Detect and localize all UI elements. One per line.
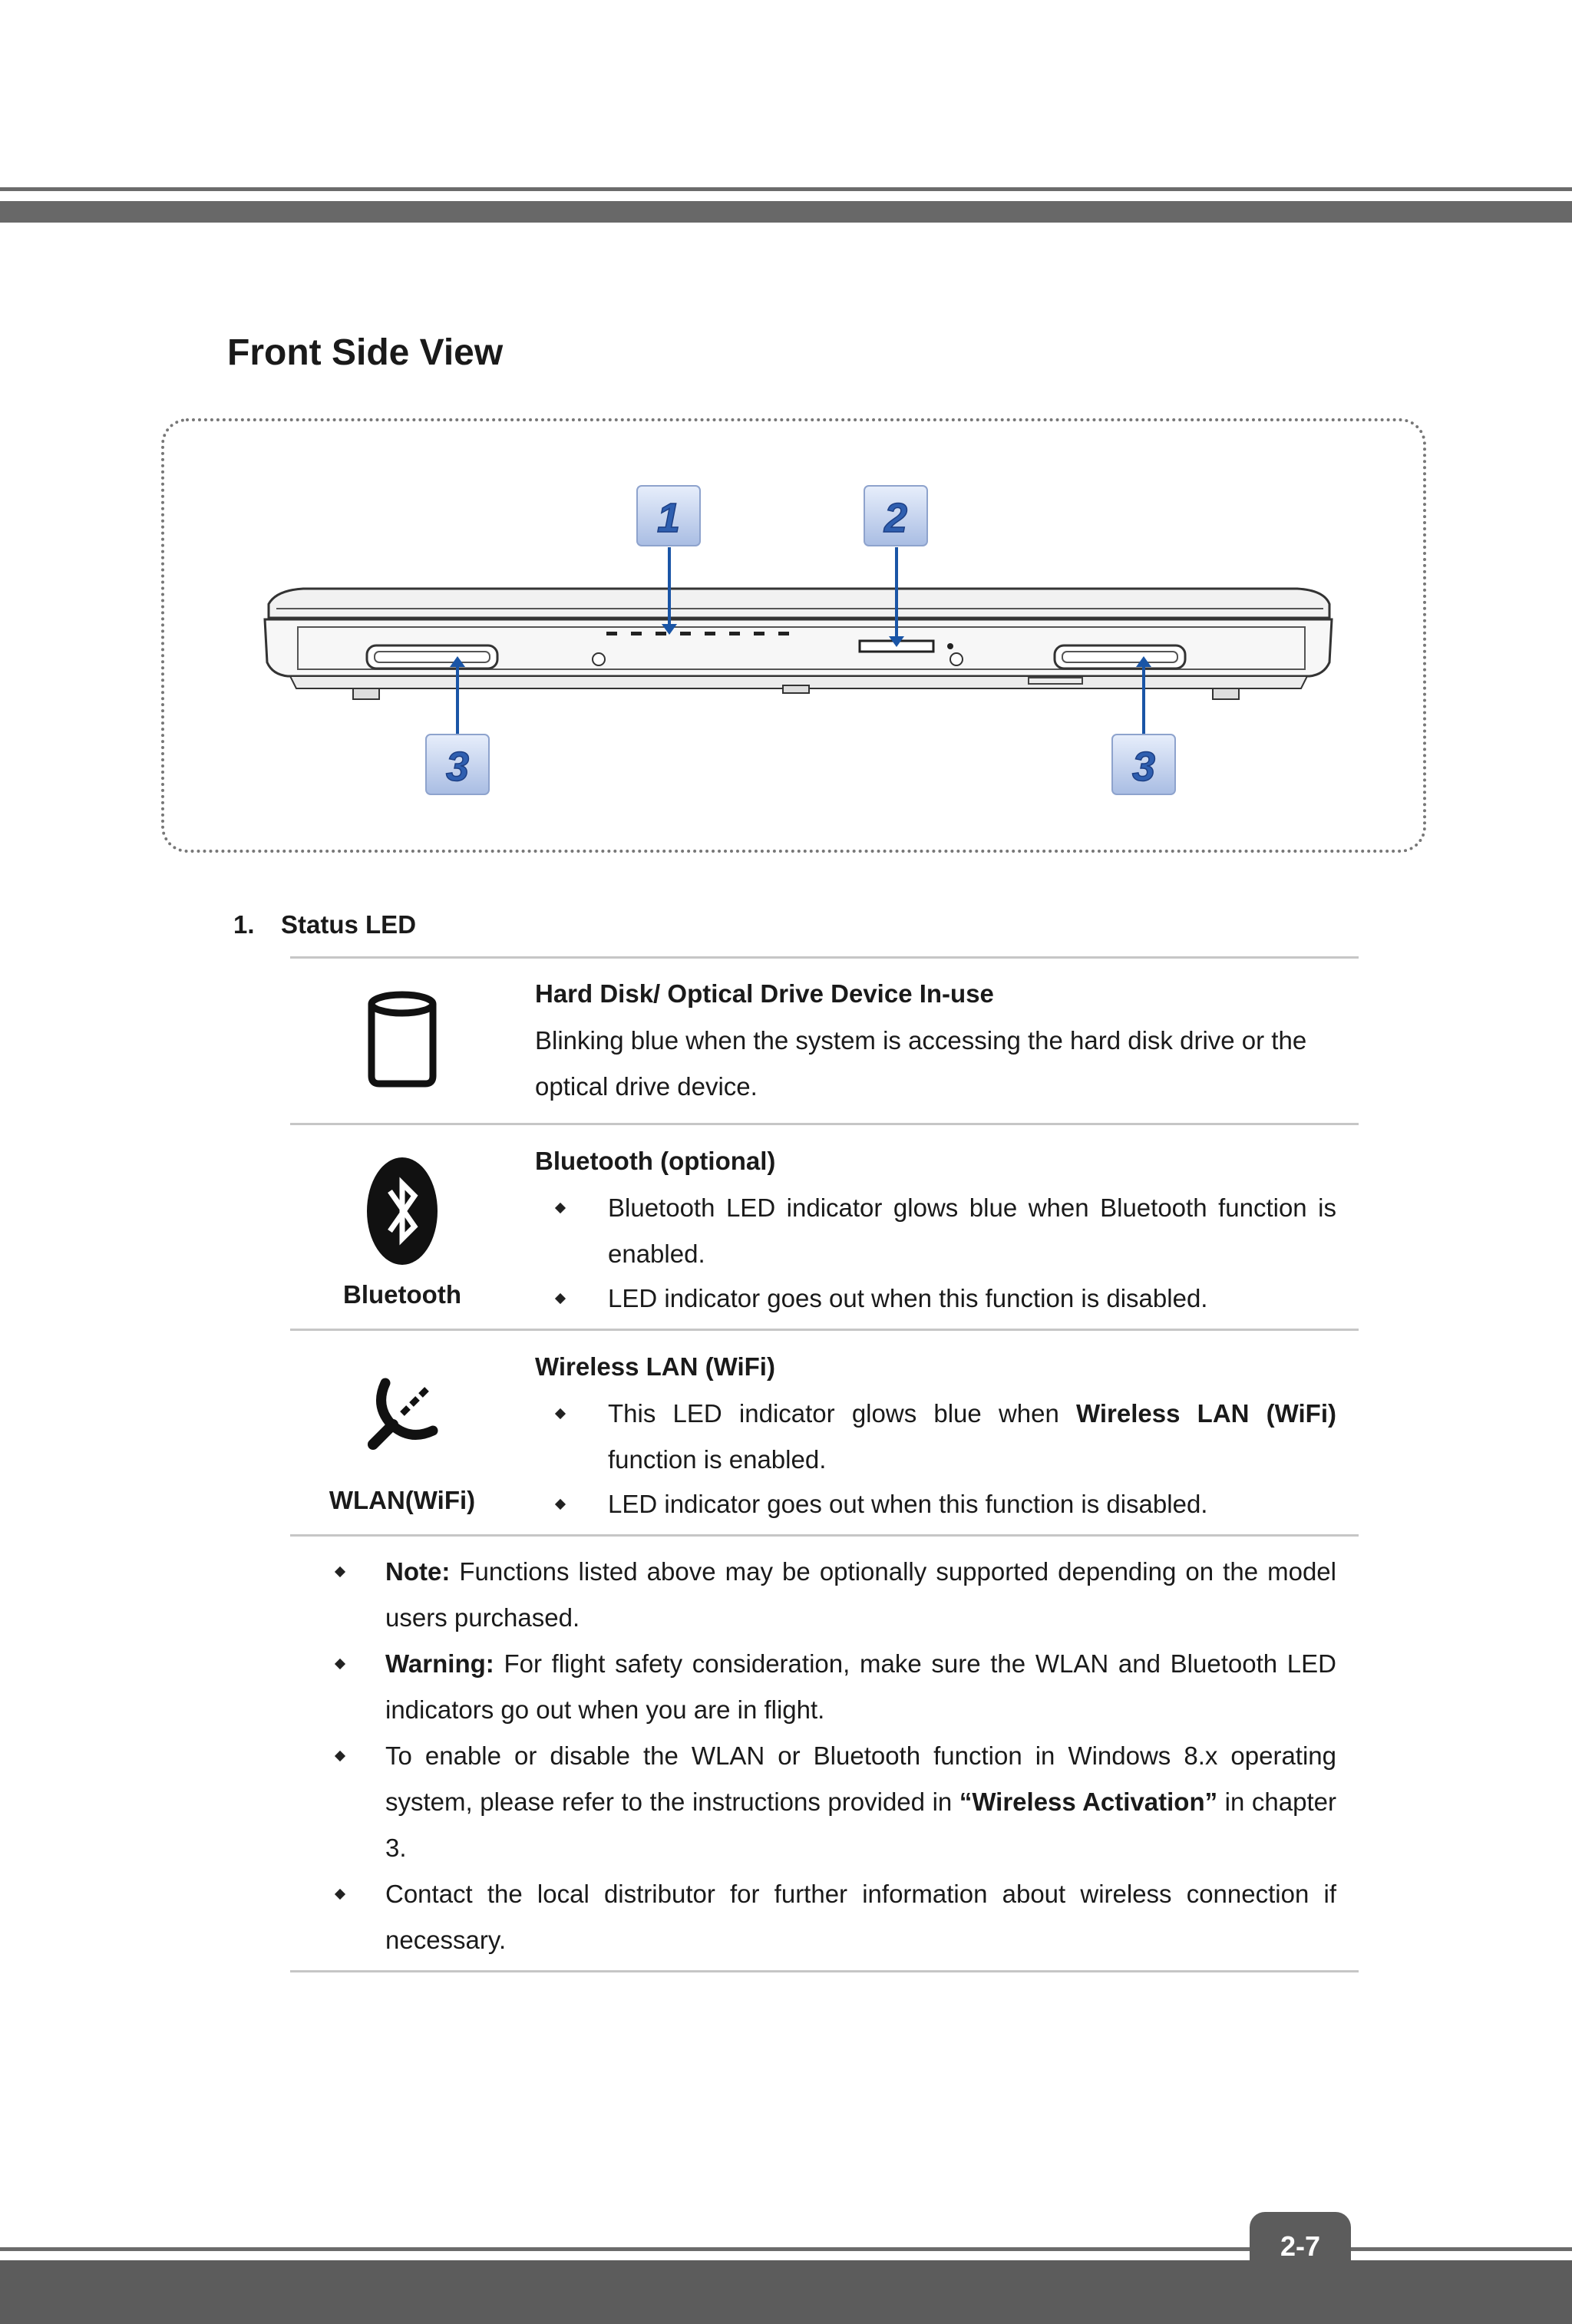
enable-body-end: in chapter 3.: [385, 1788, 1336, 1862]
bullet-icon: [555, 1203, 566, 1213]
bullet-text-part: This LED indicator glows blue when: [608, 1399, 1077, 1428]
bullet-text: LED indicator goes out when this function is disabled.: [608, 1284, 1208, 1312]
bullet-icon: [555, 1499, 566, 1510]
list-item: [535, 1276, 1336, 1322]
svg-text:3: 3: [1131, 744, 1156, 790]
table-divider: [290, 1970, 1359, 1972]
note-text: [385, 1549, 1336, 1641]
svg-text:3: 3: [445, 744, 470, 790]
callout-2: [864, 486, 927, 546]
svg-text:1: 1: [656, 495, 681, 541]
bullet-text: Bluetooth LED indicator glows blue when Bluetooth function is enabled.: [608, 1193, 1336, 1268]
note-item: [332, 1549, 1336, 1641]
page-number: 2-7: [1250, 2212, 1351, 2278]
bullet-icon: [335, 1659, 345, 1669]
enable-text: [385, 1733, 1336, 1871]
contact-item: [332, 1871, 1336, 1963]
list-item: [535, 1391, 1336, 1483]
bullet-text-part: function is enabled.: [608, 1445, 827, 1474]
header-rule-thick: [0, 201, 1572, 223]
list-item: [535, 1481, 1336, 1527]
bluetooth-icon: [290, 1157, 514, 1269]
bullet-text-bold: Wireless LAN (WiFi): [1076, 1399, 1336, 1428]
list-item: [535, 1185, 1336, 1277]
laptop-front-figure: [161, 418, 1426, 853]
bullet-text: LED indicator goes out when this function is disabled.: [608, 1490, 1208, 1518]
section-title: Front Side View: [227, 332, 504, 373]
bullet-icon: [335, 1889, 345, 1900]
row-title-bluetooth: Bluetooth (optional): [535, 1147, 776, 1175]
table-divider: [290, 1534, 1359, 1537]
warning-body: For flight safety consideration, make sure the WLAN and Bluetooth LED indicators go out when you are in flight.: [385, 1649, 1336, 1724]
svg-text:2: 2: [883, 495, 908, 541]
table-divider: [290, 1329, 1359, 1331]
bullet-icon: [555, 1408, 566, 1419]
list-heading-text: Status LED: [281, 910, 417, 939]
row-text-hdd: Blinking blue when the system is accessing the hard disk drive or the optical drive device.: [535, 1026, 1307, 1101]
wifi-icon: [290, 1374, 514, 1457]
enable-link-text: “Wireless Activation”: [959, 1788, 1218, 1816]
wlan-caption: WLAN(WiFi): [329, 1486, 476, 1514]
bullet-text: [608, 1391, 1336, 1483]
contact-text: Contact the local distributor for further information about wireless connection if necessary.: [385, 1880, 1336, 1954]
bullet-icon: [335, 1566, 345, 1577]
warning-label: Warning:: [385, 1649, 494, 1678]
list-number: 1.: [233, 910, 255, 939]
table-divider: [290, 956, 1359, 959]
table-divider: [290, 1123, 1359, 1125]
bullet-icon: [335, 1751, 345, 1761]
status-led-heading: [233, 910, 416, 939]
note-body: Functions listed above may be optionally supported depending on the model users purchased.: [385, 1557, 1336, 1632]
enable-body: To enable or disable the WLAN or Bluetooth function in Windows 8.x operating system, please refer to the instructions provided in: [385, 1741, 1336, 1816]
warning-text: [385, 1641, 1336, 1733]
row-title-wlan: Wireless LAN (WiFi): [535, 1352, 775, 1381]
enable-item: [332, 1733, 1336, 1871]
callout-3-left: [426, 735, 489, 794]
warning-item: [332, 1641, 1336, 1733]
hard-disk-icon: [290, 990, 514, 1094]
callout-1: [637, 486, 700, 546]
bullet-icon: [555, 1293, 566, 1304]
header-rule-thin: [0, 187, 1572, 191]
callout-3-right: [1112, 735, 1175, 794]
bluetooth-caption: Bluetooth: [343, 1280, 461, 1309]
row-title-hdd: Hard Disk/ Optical Drive Device In-use: [535, 979, 994, 1008]
note-label: Note:: [385, 1557, 451, 1586]
